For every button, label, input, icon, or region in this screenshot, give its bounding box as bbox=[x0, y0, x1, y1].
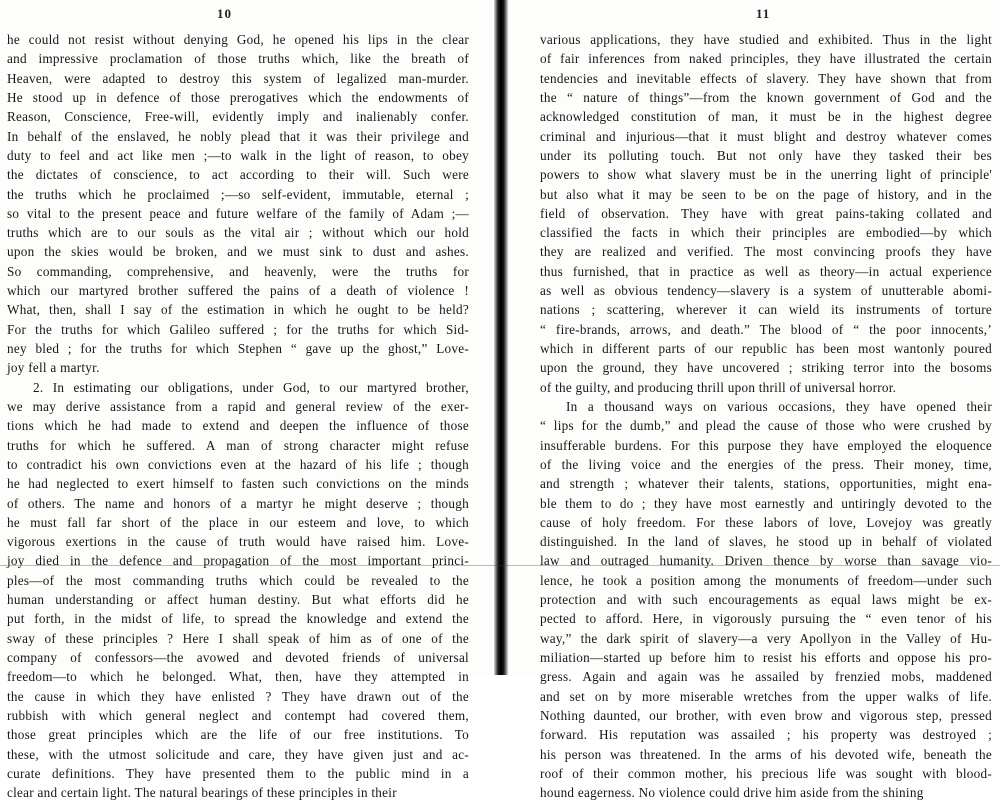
text-line: the “ nature of things”—from the known government of God and the bbox=[540, 89, 992, 105]
right-page bbox=[512, 0, 1000, 801]
text-line: and impressive proclamation of those truths which, like the breath of bbox=[7, 51, 469, 67]
text-line: the cause in which they have enlisted ? They have drawn out of the bbox=[7, 688, 469, 704]
text-line: hound eagerness. No violence could drive him aside from the shining bbox=[540, 785, 924, 801]
text-line: field of observation. They have with great pains-taking collated and bbox=[540, 205, 992, 221]
text-line: rubbish with which general neglect and contempt had covered them, bbox=[7, 707, 469, 723]
text-line: those great principles which are the life of our free institutions. To bbox=[7, 727, 469, 743]
text-line: gress. Again and again was he assailed by frenzied mobs, maddened bbox=[540, 669, 992, 685]
text-line: Reason, Conscience, Free-will, evidently imply and inalienably confer. bbox=[7, 109, 469, 125]
text-line: tions which he had made to extend and deepen the influence of those bbox=[7, 418, 469, 434]
text-line: acknowledged constitution of man, it must be in the highest degree bbox=[540, 109, 992, 125]
left-page-number: 10 bbox=[217, 6, 232, 21]
text-line: criminal and injurious—that it must blight and destroy whatever comes bbox=[540, 128, 992, 144]
text-line: which in different parts of our republic has been most wantonly poured bbox=[540, 341, 992, 356]
text-line: ble them to do ; they have most earnestly and untiringly devoted to the bbox=[540, 495, 992, 511]
text-line: and strength ; whatever their talents, stations, opportunities, might ena- bbox=[540, 476, 992, 492]
text-line: In a thousand ways on various occasions, they have opened their bbox=[566, 398, 992, 414]
scan-artifact-line bbox=[0, 565, 1000, 566]
text-line: his person was threatened. In the arms of his devoted wife, beneath the bbox=[540, 746, 992, 762]
text-line: roof of their common mother, his precious life was sought with blood- bbox=[540, 765, 992, 781]
text-line: of others. The name and honors of a martyr he might deserve ; though bbox=[7, 495, 469, 511]
text-line: powers to show what slavery must be in the unerring light of principle' bbox=[540, 167, 992, 183]
text-line: clear and certain light. The natural bearings of these principles in their bbox=[7, 785, 397, 801]
left-page bbox=[0, 0, 492, 801]
text-line: miliation—started up before him to resist his efforts and oppose his pro- bbox=[540, 650, 992, 665]
text-line: of the guilty, and producing thrill upon thrill of universal horror. bbox=[540, 379, 897, 395]
text-line: the truths which he proclaimed ;—so self-evident, immutable, eternal ; bbox=[7, 186, 469, 202]
text-line: human understanding or affect human destiny. But what efforts did he bbox=[7, 592, 469, 608]
text-line: insufferable burdens. For this purpose they have employed the eloquence bbox=[540, 437, 992, 453]
text-line: classified the facts in which their principles are embodied—by which bbox=[540, 225, 992, 241]
text-line: cause of holy freedom. For these labors of love, Lovejoy was greatly bbox=[540, 514, 992, 530]
text-line: freedom—to which he belonged. What, then, have they attempted in bbox=[7, 669, 469, 685]
text-line: joy fell a martyr. bbox=[7, 360, 100, 376]
text-line: of fair inferences from naked principles, they have illustrated the certain bbox=[540, 51, 992, 67]
text-line: protection and with such encouragements as equal laws might be ex- bbox=[540, 592, 992, 608]
text-line: distinguished. In the land of slaves, he stood up in behalf of violated bbox=[540, 534, 992, 550]
text-line: of the living voice and the energies of the press. Their money, time, bbox=[540, 456, 992, 472]
text-line: thus furnished, that in practice as well as theory—in actual experience bbox=[540, 263, 992, 279]
left-page-text bbox=[7, 30, 469, 803]
text-line: upon the skies would be broken, and we must sink to dust and ashes. bbox=[7, 244, 469, 260]
text-line: 2. In estimating our obligations, under God, to our martyred brother, bbox=[33, 379, 469, 395]
text-line: What, then, shall I say of the estimation in which he ought to be held? bbox=[7, 302, 469, 318]
text-line: we may derive assistance from a rapid and general review of the exer- bbox=[7, 398, 469, 414]
text-line: upon the ground, they have uncovered ; striking terror into the bosoms bbox=[540, 360, 992, 376]
text-line: but also what it may be seen to be on the page of history, and in the bbox=[540, 186, 992, 202]
right-page-number: 11 bbox=[756, 6, 771, 21]
text-line: He stood up in defence of those prerogatives which the endowments of bbox=[7, 89, 469, 105]
text-line: ples—of the most commanding truths which could be revealed to the bbox=[7, 572, 469, 588]
text-line: under its polluting touch. But not only have they tasked their bes bbox=[540, 147, 992, 163]
text-line: the dictates of conscience, to act according to their will. Such were bbox=[7, 167, 469, 183]
text-line: duty to feel and act like men ;—to walk in the light of reason, to obey bbox=[7, 147, 469, 163]
text-line: various applications, they have studied and exhibited. Thus in the light bbox=[540, 32, 992, 47]
text-line: he could not resist without denying God, he opened his lips in the clear bbox=[7, 32, 469, 47]
text-line: forward. His reputation was assailed ; his property was destroyed ; bbox=[540, 727, 992, 743]
text-line: way,” the dark spirit of slavery—a very Apollyon in the Valley of Hu- bbox=[540, 630, 992, 646]
text-line: to contradict his own convictions even at the hazard of his life ; though bbox=[7, 456, 469, 472]
right-page-text bbox=[540, 30, 992, 803]
text-line: “ lips for the dumb,” and plead the cause of those who were crushed by bbox=[540, 418, 992, 434]
text-line: ney bled ; for the truths for which Stephen “ gave up the ghost,” Love- bbox=[7, 341, 469, 356]
text-line: and set on by more miserable wretches from the upper walks of life. bbox=[540, 688, 992, 704]
text-line: curate definitions. They have presented them to the public mind in a bbox=[7, 765, 469, 781]
text-line: Heaven, were adapted to destroy this system of legalized man-murder. bbox=[7, 70, 469, 86]
text-line: Nothing daunted, our brother, with even brow and vigorous step, pressed bbox=[540, 707, 992, 723]
text-line: truths which are to our souls as the vital air ; without which our hold bbox=[7, 225, 469, 241]
text-line: company of confessors—the avowed and devoted friends of universal bbox=[7, 650, 469, 665]
book-gutter bbox=[494, 0, 508, 675]
text-line: tendencies and inevitable effects of slavery. They have shown that from bbox=[540, 70, 992, 86]
text-line: these, with the utmost solicitude and care, they have given just and ac- bbox=[7, 746, 469, 762]
text-line: truths for which he suffered. A man of strong character might refuse bbox=[7, 437, 469, 453]
text-line: sway of these principles ? Here I shall speak of him as of one of the bbox=[7, 630, 469, 646]
text-line: For the truths for which Galileo suffered ; for the truths for which Sid- bbox=[7, 321, 469, 337]
text-line: which our martyred brother suffered the pains of a death of violence ! bbox=[7, 283, 469, 299]
text-line: put forth, in the midst of life, to spread the knowledge and extend the bbox=[7, 611, 469, 627]
text-line: law and outraged humanity. Driven thence by worse than savage vio- bbox=[540, 553, 992, 569]
text-line: In behalf of the enslaved, he nobly plead that it was their privilege and bbox=[7, 128, 469, 144]
text-line: pected to afford. Here, in vigorously pursuing the “ even tenor of his bbox=[540, 611, 992, 627]
text-line: vigorous exertions in the cause of truth would have raised him. Love- bbox=[7, 534, 469, 550]
text-line: lence, he took a position among the monuments of freedom—under such bbox=[540, 572, 992, 588]
text-line: they are realized and verified. The most convincing proofs they have bbox=[540, 244, 992, 260]
text-line: “ fire-brands, arrows, and death.” The blood of “ the poor innocents,’ bbox=[540, 321, 992, 337]
text-line: he had neglected to exert himself to fasten such convictions on the minds bbox=[7, 476, 469, 492]
text-line: joy died in the defence and propagation of the most important princi- bbox=[7, 553, 469, 569]
text-line: so vital to the present peace and future welfare of the family of Adam ;— bbox=[7, 205, 469, 221]
text-line: he must fall far short of the place in our esteem and love, to which bbox=[7, 514, 469, 530]
text-line: So commanding, comprehensive, and heavenly, were the truths for bbox=[7, 263, 469, 279]
text-line: nations ; scattering, wherever it can wield its instruments of torture bbox=[540, 302, 992, 318]
text-line: as well as obvious tendency—slavery is a system of unutterable abomi- bbox=[540, 283, 992, 299]
